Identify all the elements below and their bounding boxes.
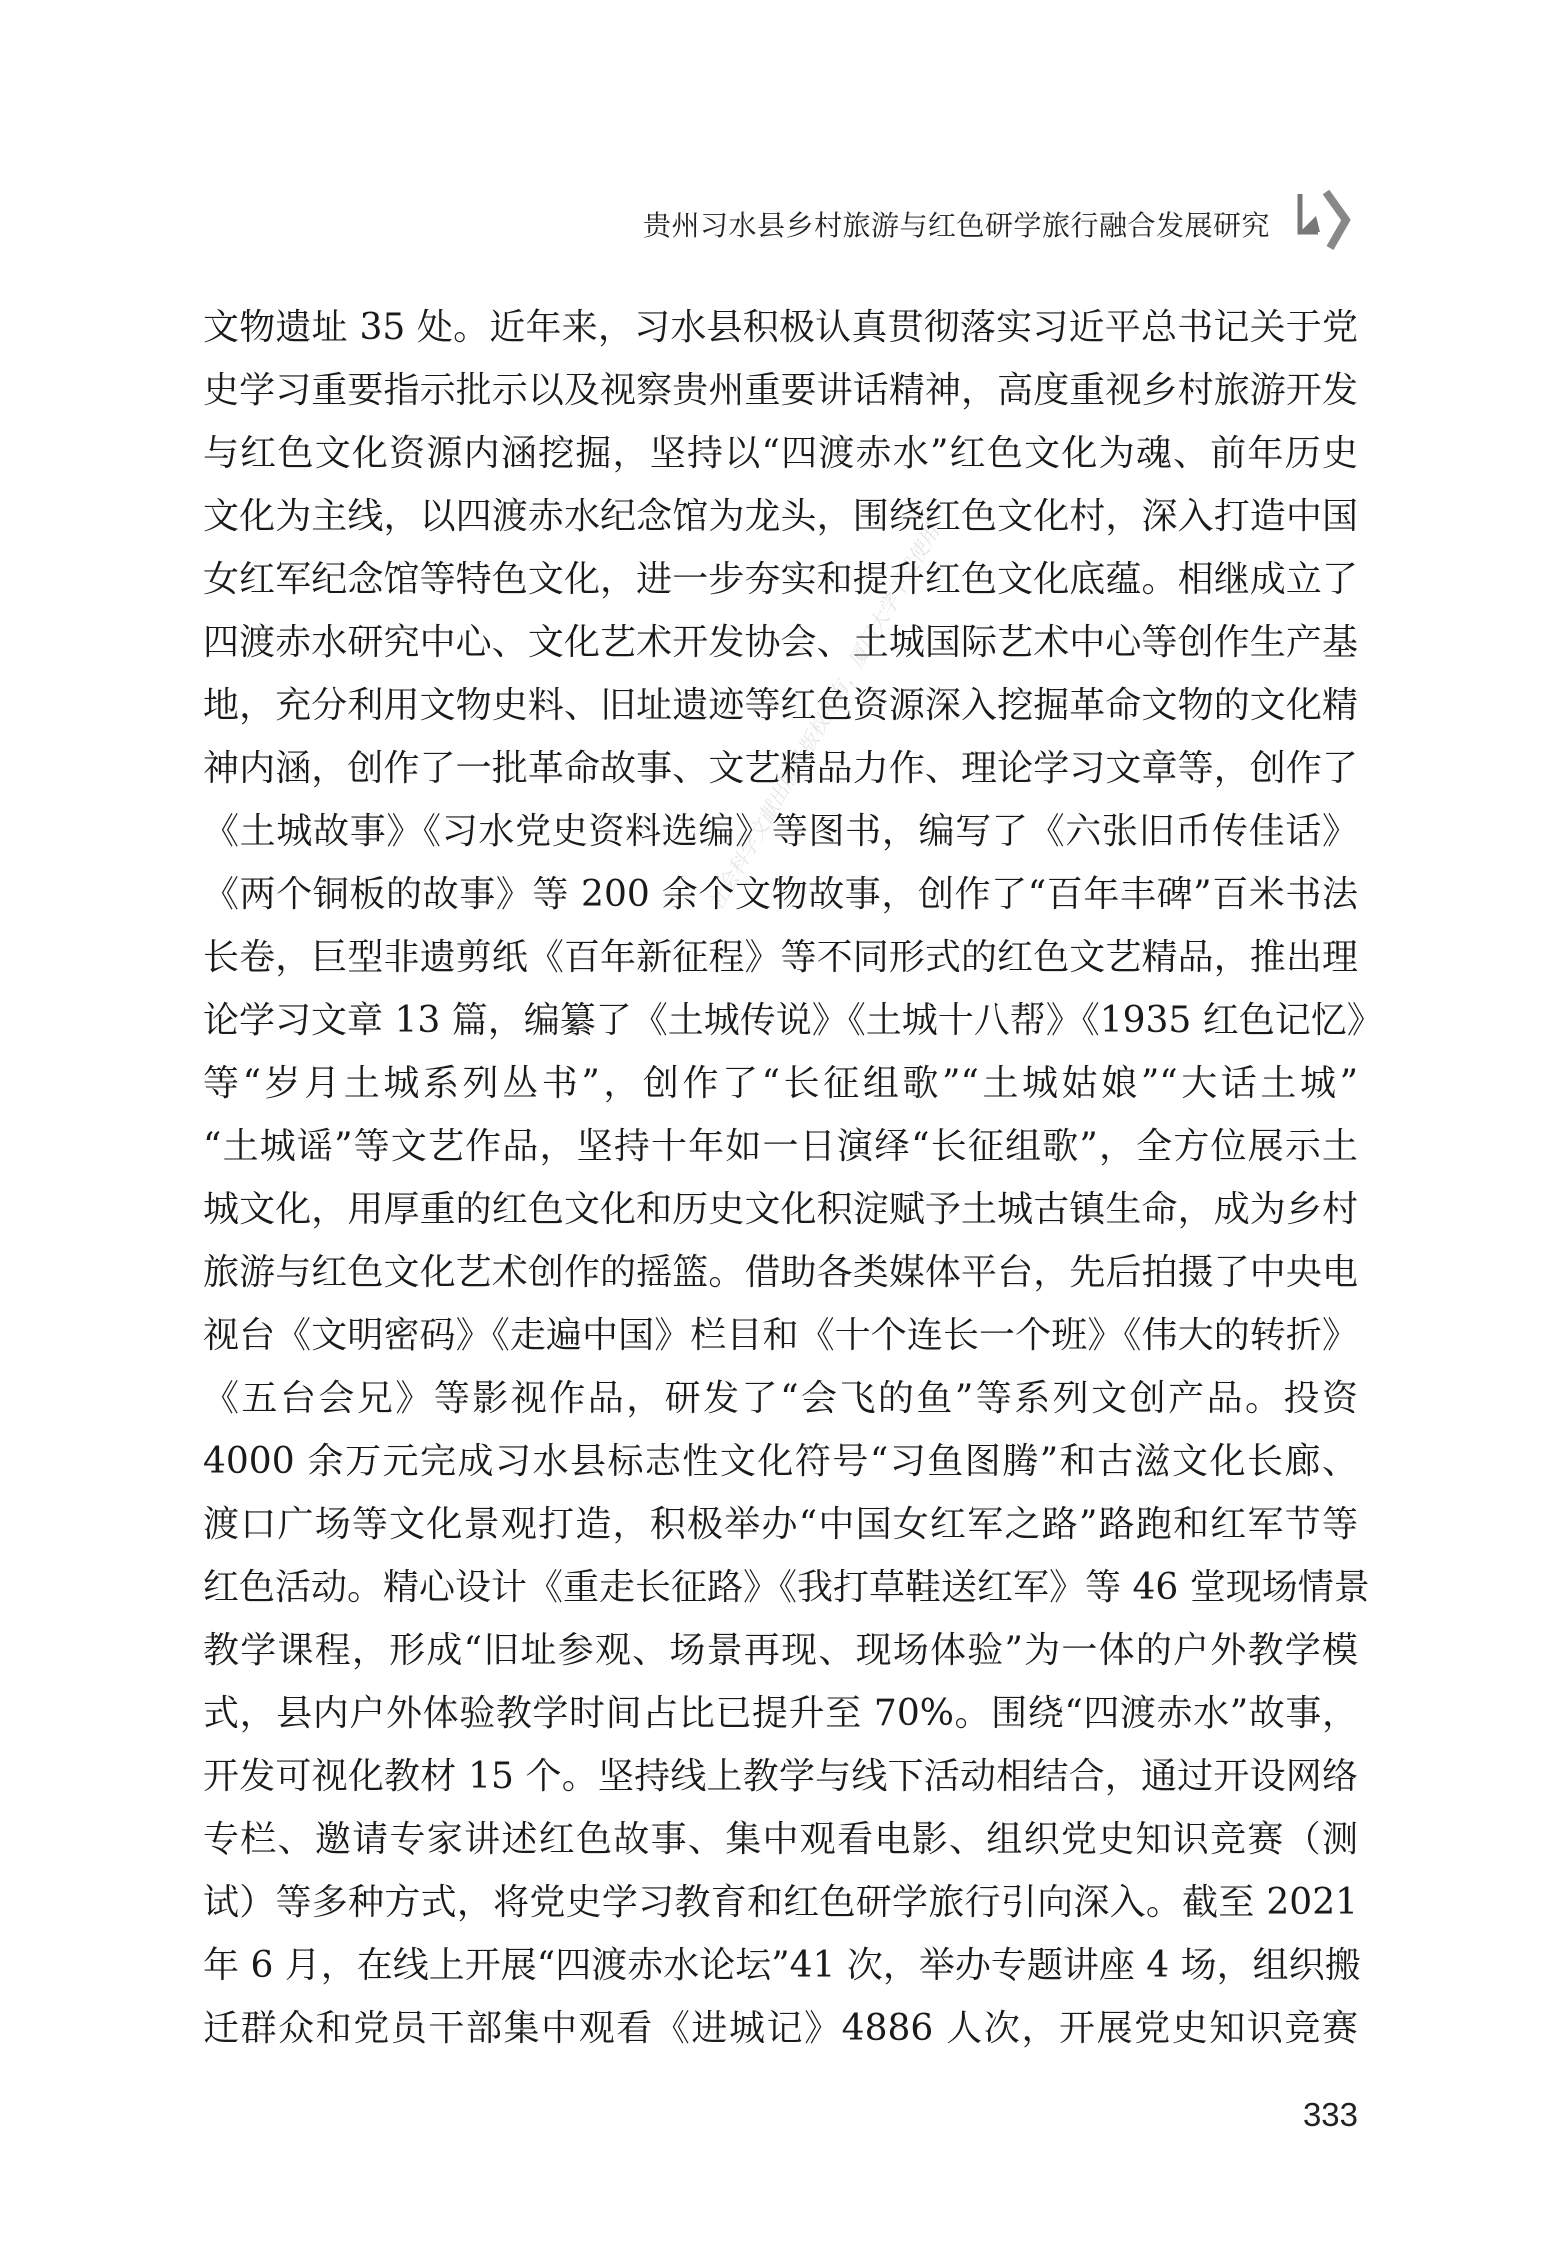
text-line: 论学习文章 13 篇，编纂了《土城传说》《土城十八帮》《1935 红色记忆》 <box>203 1000 1383 1041</box>
page-number: 333 <box>1302 2096 1358 2133</box>
text-line: 地，充分利用文物史料、旧址遗迹等红色资源深入挖掘革命文物的文化精 <box>203 685 1358 726</box>
text-line: 迁群众和党员干部集中观看《进城记》4886 人次，开展党史知识竞赛 <box>203 2008 1358 2049</box>
text-line: 史学习重要指示批示以及视察贵州重要讲话精神，高度重视乡村旅游开发 <box>203 370 1358 411</box>
running-header-title: 贵州习水县乡村旅游与红色研学旅行融合发展研究 <box>642 209 1270 242</box>
text-line: 与红色文化资源内涵挖掘，坚持以“四渡赤水”红色文化为魂、前年历史 <box>203 433 1358 474</box>
text-line: 文化为主线，以四渡赤水纪念馆为龙头，围绕红色文化村，深入打造中国 <box>203 496 1358 537</box>
text-line: 视台《文明密码》《走遍中国》栏目和《十个连长一个班》《伟大的转折》 <box>203 1315 1358 1356</box>
text-line: 《两个铜板的故事》等 200 余个文物故事，创作了“百年丰碑”百米书法 <box>203 874 1358 915</box>
text-line: 四渡赤水研究中心、文化艺术开发协会、土城国际艺术中心等创作生产基 <box>203 622 1358 663</box>
text-line: 文物遗址 35 处。近年来，习水县积极认真贯彻落实习近平总书记关于党 <box>203 307 1358 348</box>
body-text <box>203 296 1383 2060</box>
text-line: 神内涵，创作了一批革命故事、文艺精品力作、理论学习文章等，创作了 <box>203 748 1358 789</box>
text-line: 《五台会兄》等影视作品，研发了“会飞的鱼”等系列文创产品。投资 <box>203 1378 1358 1419</box>
text-line: “土城谣”等文艺作品，坚持十年如一日演绎“长征组歌”，全方位展示土 <box>203 1126 1358 1167</box>
text-line: 长卷，巨型非遗剪纸《百年新征程》等不同形式的红色文艺精品，推出理 <box>203 937 1358 978</box>
text-line: 等“岁月土城系列丛书”，创作了“长征组歌”“土城姑娘”“大话土城” <box>203 1063 1358 1104</box>
text-line: 年 6 月，在线上开展“四渡赤水论坛”41 次，举办专题讲座 4 场，组织搬 <box>203 1945 1361 1986</box>
text-line: 旅游与红色文化艺术创作的摇篮。借助各类媒体平台，先后拍摄了中央电 <box>203 1252 1358 1293</box>
chapter-arrow-logo-icon <box>1296 190 1360 250</box>
text-line: 教学课程，形成“旧址参观、场景再现、现场体验”为一体的户外教学模 <box>203 1630 1358 1671</box>
watermark: 社会科学文献出版社版权所有，厦门大学下载使用 <box>703 520 945 914</box>
text-line: 试）等多种方式，将党史学习教育和红色研学旅行引向深入。截至 2021 <box>203 1882 1358 1923</box>
text-line: 4000 余万元完成习水县标志性文化符号“习鱼图腾”和古滋文化长廊、 <box>203 1441 1358 1482</box>
text-line: 渡口广场等文化景观打造，积极举办“中国女红军之路”路跑和红军节等 <box>203 1504 1358 1545</box>
text-line: 红色活动。精心设计《重走长征路》《我打草鞋送红军》等 46 堂现场情景 <box>203 1567 1370 1608</box>
text-line: 专栏、邀请专家讲述红色故事、集中观看电影、组织党史知识竞赛（测 <box>203 1819 1358 1860</box>
text-line: 式，县内户外体验教学时间占比已提升至 70%。围绕“四渡赤水”故事， <box>203 1693 1358 1734</box>
text-line: 开发可视化教材 15 个。坚持线上教学与线下活动相结合，通过开设网络 <box>203 1756 1358 1797</box>
text-line: 《土城故事》《习水党史资料选编》等图书，编写了《六张旧币传佳话》 <box>203 811 1358 852</box>
text-line: 城文化，用厚重的红色文化和历史文化积淀赋予土城古镇生命，成为乡村 <box>203 1189 1358 1230</box>
text-line: 女红军纪念馆等特色文化，进一步夯实和提升红色文化底蕴。相继成立了 <box>203 559 1358 600</box>
